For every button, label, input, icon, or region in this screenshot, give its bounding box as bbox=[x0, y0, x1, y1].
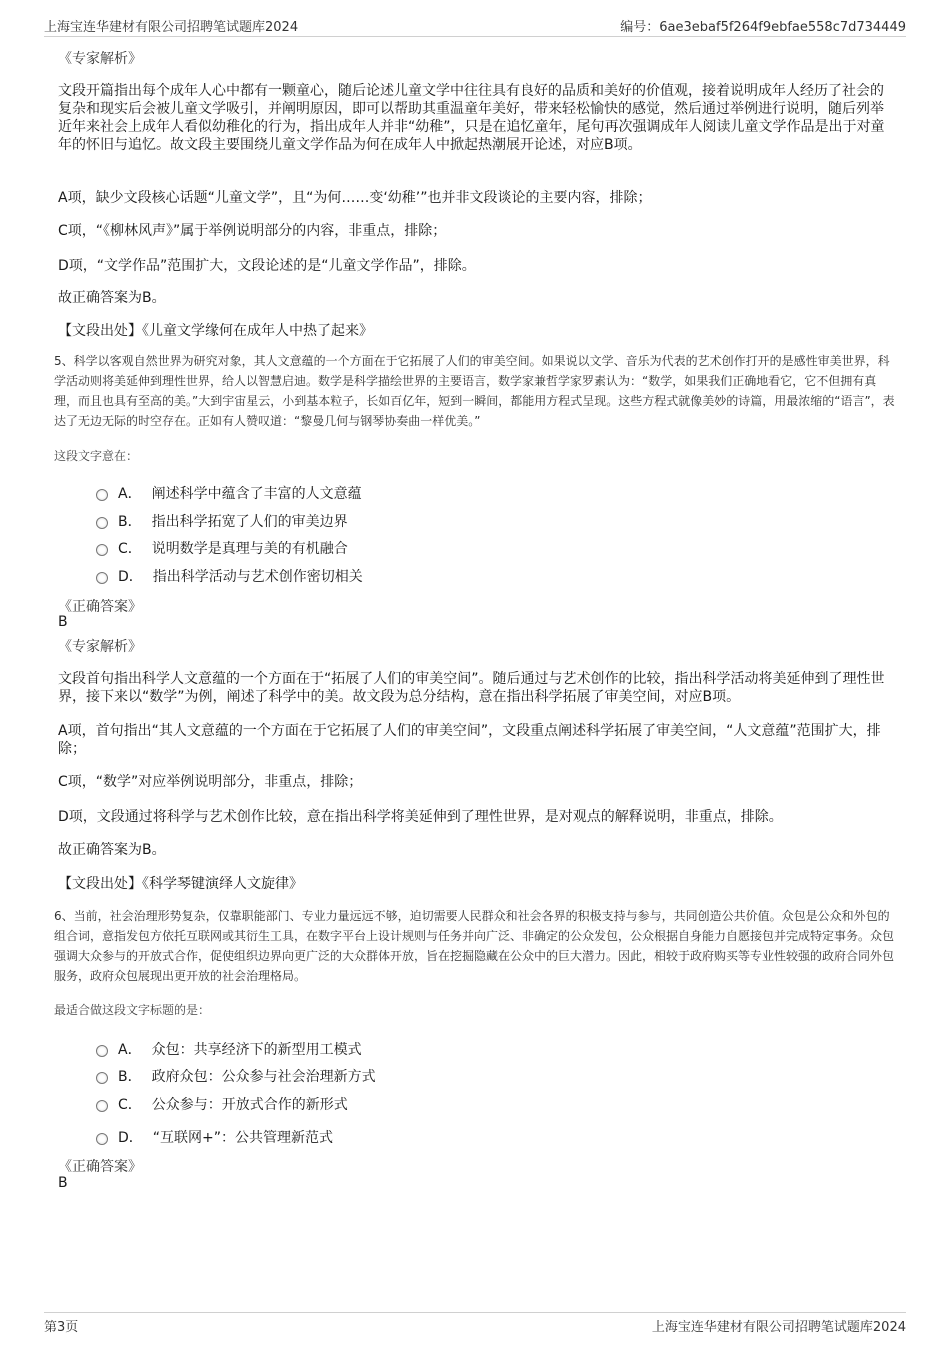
header-title: 上海宝连华建材有限公司招聘笔试题库2024 bbox=[44, 20, 299, 35]
radio-button[interactable] bbox=[96, 1072, 108, 1084]
question-prompt: 这段文字意在： bbox=[54, 449, 139, 463]
correct-answer-label: 《正确答案》 bbox=[58, 599, 142, 615]
page-number: 第3页 bbox=[44, 1320, 79, 1335]
correct-answer: B bbox=[58, 614, 68, 630]
option-d[interactable]: D． 指出科学活动与艺术创作密切相关 bbox=[96, 566, 363, 586]
radio-button[interactable] bbox=[96, 1100, 108, 1112]
question-stem: 5、科学以客观自然世界为研究对象，其人文意蕴的一个方面在于它拓展了人们的审美空间。如果说以文学、音乐为代表的艺术创作打开的是感性审美世界，科学活动则将美延伸到理性世界，给人以智慧启迪。数学是科学描绘世界的主要语言，数学家兼哲学家罗素认为：“数学，如果我们正确地看它，它不但拥有真理，而且也具有至高的美。”大到宇宙星云，小到基本粒子，长如百亿年，短到一瞬间，都能用方程式呈现。这些方程式就像美妙的诗篇，用最浓缩的“语言”，表达了无边无际的时空存在。正如有人赞叹道：“黎曼几何与钢琴协奏曲一样优美。” bbox=[54, 354, 895, 428]
page-footer bbox=[44, 1312, 906, 1333]
analysis-paragraph: A项，缺少文段核心话题“儿童文学”，且“为何……变‘幼稚’”也并非文段谈论的主要内容，排除； bbox=[58, 190, 652, 206]
radio-button[interactable] bbox=[96, 489, 108, 501]
option-b[interactable]: B． 政府众包：公众参与社会治理新方式 bbox=[96, 1066, 376, 1086]
radio-button[interactable] bbox=[96, 517, 108, 529]
question-prompt: 最适合做这段文字标题的是： bbox=[54, 1003, 211, 1017]
passage-source: 【文段出处】《儿童文学缘何在成年人中热了起来》 bbox=[58, 323, 373, 339]
option-c[interactable]: C． 公众参与：开放式合作的新形式 bbox=[96, 1094, 348, 1114]
option-b[interactable]: B． 指出科学拓宽了人们的审美边界 bbox=[96, 511, 348, 531]
option-a[interactable]: A． 阐述科学中蕴含了丰富的人文意蕴 bbox=[96, 483, 362, 503]
question-stem: 6、当前，社会治理形势复杂，仅靠职能部门、专业力量远远不够，迫切需要人民群众和社会各界的积极支持与参与，共同创造公共价值。众包是公众和外包的组合词，意指发包方依托互联网或其衍生工具，在数字平台上设计规则与任务并向广泛、非确定的公众发包，公众根据自身能力自愿接包并完成特定事务。众包强调大众参与的开放式合作，促使组织边界向更广泛的大众群体开放，旨在挖掘隐藏在公众中的巨大潜力。因此，相较于政府购买等专业性较强的政府合同外包服务，政府众包展现出更开放的社会治理格局。 bbox=[54, 909, 895, 983]
option-d[interactable]: D． “互联网+”：公共管理新范式 bbox=[96, 1127, 333, 1147]
radio-button[interactable] bbox=[96, 1133, 108, 1145]
analysis-paragraph: 文段开篇指出每个成年人心中都有一颗童心，随后论述儿童文学中往往具有良好的品质和美好的价值观，接着说明成年人经历了社会的复杂和现实后会被儿童文学吸引，并阐明原因，即可以帮助其重温童年美好，带来轻松愉快的感觉，然后通过举例进行说明，随后列举近年来社会上成年人看似幼稚化的行为，指出成年人并非“幼稚”，只是在追忆童年，尾句再次强调成年人阅读儿童文学作品是出于对童年的怀旧与追忆。故文段主要围绕儿童文学作品为何在成年人中掀起热潮展开论述，对应B项。 bbox=[58, 83, 885, 153]
analysis-paragraph: C项，“《柳林风声》”属于举例说明部分的内容，非重点，排除； bbox=[58, 223, 447, 239]
correct-answer-label: 《正确答案》 bbox=[58, 1159, 142, 1175]
analysis-conclusion: 故正确答案为B。 bbox=[58, 842, 166, 858]
analysis-conclusion: 故正确答案为B。 bbox=[58, 290, 166, 306]
correct-answer: B bbox=[58, 1175, 68, 1191]
analysis-paragraph: 文段首句指出科学人文意蕴的一个方面在于“拓展了人们的审美空间”。随后通过与艺术创作的比较，指出科学活动将美延伸到了理性世界，接下来以“数学”为例，阐述了科学中的美。故文段为总分结构，意在指出科学拓展了审美空间，对应B项。 bbox=[58, 671, 885, 705]
radio-button[interactable] bbox=[96, 544, 108, 556]
analysis-paragraph: A项，首句指出“其人文意蕴的一个方面在于它拓展了人们的审美空间”，文段重点阐述科学拓展了审美空间，“人文意蕴”范围扩大，排除； bbox=[58, 723, 881, 757]
footer-title: 上海宝连华建材有限公司招聘笔试题库2024 bbox=[651, 1320, 906, 1335]
expert-analysis-label: 《专家解析》 bbox=[58, 639, 142, 655]
expert-analysis-label: 《专家解析》 bbox=[58, 51, 142, 67]
analysis-paragraph: D项，文段通过将科学与艺术创作比较，意在指出科学将美延伸到了理性世界，是对观点的解释说明，非重点，排除。 bbox=[58, 809, 783, 825]
analysis-paragraph: C项，“数学”对应举例说明部分，非重点，排除； bbox=[58, 774, 363, 790]
option-a[interactable]: A． 众包：共享经济下的新型用工模式 bbox=[96, 1039, 362, 1059]
option-c[interactable]: C． 说明数学是真理与美的有机融合 bbox=[96, 538, 348, 558]
passage-source: 【文段出处】《科学琴键演绎人文旋律》 bbox=[58, 876, 303, 892]
radio-button[interactable] bbox=[96, 1045, 108, 1057]
analysis-paragraph: D项，“文学作品”范围扩大，文段论述的是“儿童文学作品”，排除。 bbox=[58, 258, 476, 274]
radio-button[interactable] bbox=[96, 572, 108, 584]
document-id: 编号：6ae3ebaf5f264f9ebfae558c7d734449 bbox=[620, 20, 906, 35]
page-header bbox=[44, 14, 906, 37]
